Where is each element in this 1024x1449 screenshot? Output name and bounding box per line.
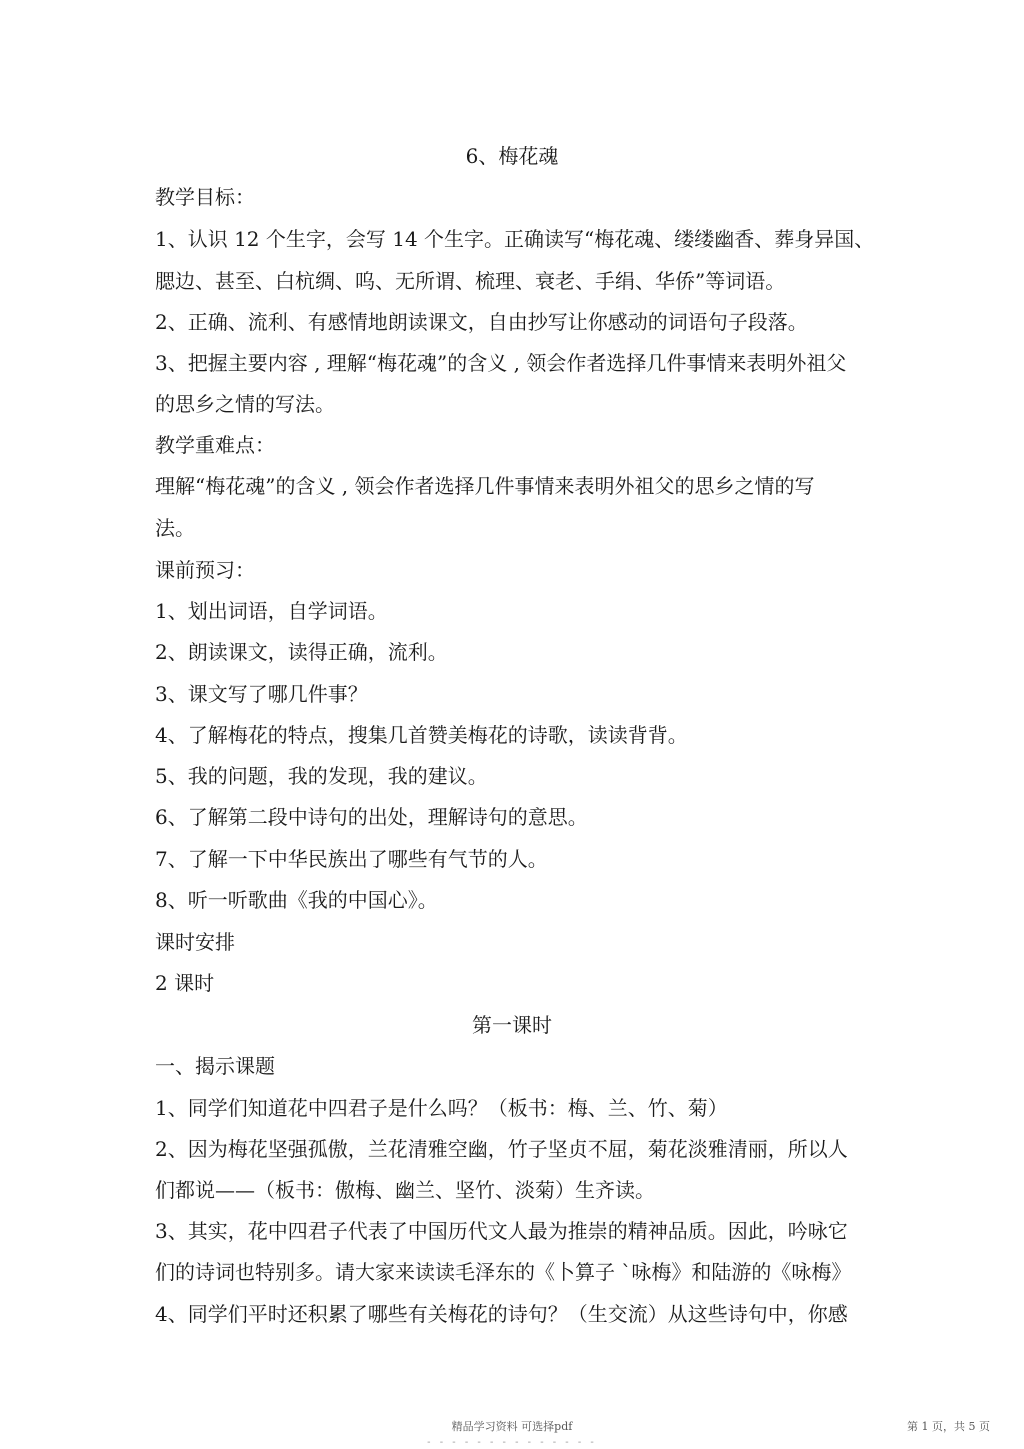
text-line: 一、揭示课题 <box>155 1054 275 1078</box>
text-line: 7、了解一下中华民族出了哪些有气节的人。 <box>155 847 548 871</box>
document-title: 6、梅花魂 <box>465 144 559 168</box>
footer-dots: - - - - - - - - - - - - - - <box>427 1437 597 1448</box>
text-line: 的思乡之情的写法。 <box>155 392 335 416</box>
text-line: 课前预习： <box>155 558 255 582</box>
text-line: 1、同学们知道花中四君子是什么吗？（板书：梅、兰、竹、菊） <box>155 1096 728 1120</box>
text-line: 们都说——（板书：傲梅、幽兰、坚竹、淡菊）生齐读。 <box>155 1178 655 1202</box>
text-line: 4、了解梅花的特点，搜集几首赞美梅花的诗歌，读读背背。 <box>155 723 688 747</box>
text-line: 2、正确、流利、有感情地朗读课文，自由抄写让你感动的词语句子段落。 <box>155 310 808 334</box>
section-title: 第一课时 <box>472 1013 552 1037</box>
text-line: 理解“梅花魂”的含义 , 领会作者选择几件事情来表明外祖父的思乡之情的写 <box>155 474 815 498</box>
text-line: 4、同学们平时还积累了哪些有关梅花的诗句？（生交流）从这些诗句中，你感 <box>155 1302 848 1326</box>
text-line: 腮边、甚至、白杭绸、呜、无所谓、梳理、衰老、手绢、华侨”等词语。 <box>155 269 786 293</box>
text-line: 教学重难点： <box>155 433 275 457</box>
text-line: 2、朗读课文，读得正确，流利。 <box>155 640 448 664</box>
text-line: 3、其实，花中四君子代表了中国历代文人最为推崇的精神品质。因此，吟咏它 <box>155 1219 848 1243</box>
text-line: 1、划出词语，自学词语。 <box>155 599 388 623</box>
page-indicator: 第 1 页，共 5 页 <box>907 1420 990 1433</box>
text-line: 们的诗词也特别多。请大家来读读毛泽东的《卜算子 `咏梅》和陆游的《咏梅》 <box>155 1260 852 1284</box>
text-line: 3、把握主要内容 , 理解“梅花魂”的含义 , 领会作者选择几件事情来表明外祖父 <box>155 351 847 375</box>
text-line: 教学目标： <box>155 185 255 209</box>
text-line: 8、听一听歌曲《我的中国心》。 <box>155 888 438 912</box>
text-line: 5、我的问题，我的发现，我的建议。 <box>155 764 488 788</box>
footer-watermark: 精品学习资料 可选择pdf <box>451 1420 573 1433</box>
text-line: 3、课文写了哪几件事？ <box>155 682 368 706</box>
text-line: 2 课时 <box>155 971 215 995</box>
text-line: 1、认识 12 个生字，会写 14 个生字。正确读写“梅花魂、缕缕幽香、葬身异国、 <box>155 227 875 251</box>
text-line: 2、因为梅花坚强孤傲，兰花清雅空幽，竹子坚贞不屈，菊花淡雅清丽，所以人 <box>155 1137 848 1161</box>
text-line: 6、了解第二段中诗句的出处，理解诗句的意思。 <box>155 805 588 829</box>
text-line: 课时安排 <box>155 930 235 954</box>
text-line: 法。 <box>155 516 195 540</box>
